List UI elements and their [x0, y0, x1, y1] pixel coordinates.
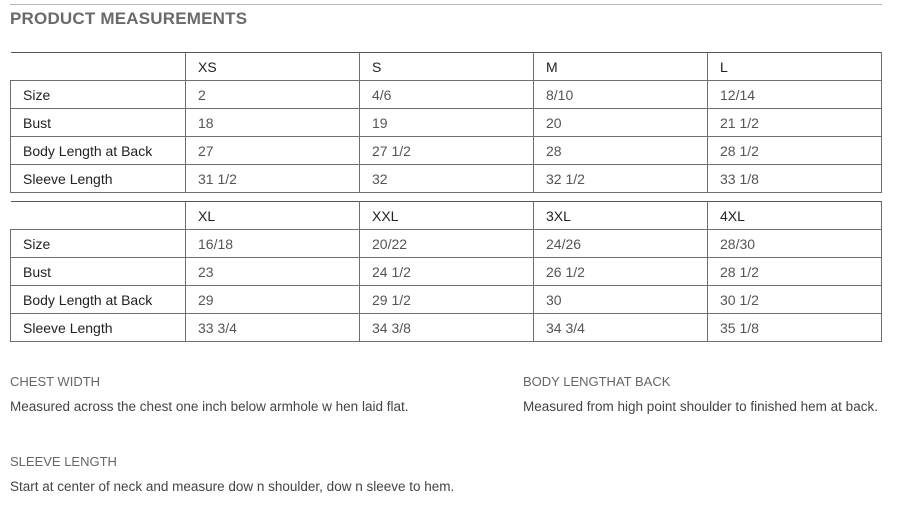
- table-row: [11, 286, 882, 314]
- table-cell: 20/22: [360, 230, 534, 258]
- size-header: XS: [186, 53, 360, 81]
- table-cell: 8/10: [534, 81, 708, 109]
- table-cell: 33 1/8: [708, 165, 882, 193]
- table-cell: 24/26: [534, 230, 708, 258]
- table-row: [11, 81, 882, 109]
- row-label: Body Length at Back: [11, 137, 186, 165]
- table-cell: 28 1/2: [708, 258, 882, 286]
- chest-width-heading: CHEST WIDTH: [10, 374, 101, 389]
- table-row: [11, 137, 882, 165]
- table-cell: 32: [360, 165, 534, 193]
- table-cell: 16/18: [186, 230, 360, 258]
- table-cell: 32 1/2: [534, 165, 708, 193]
- table-cell: 2: [186, 81, 360, 109]
- table-row: [11, 230, 882, 258]
- size-table-1: [10, 52, 882, 193]
- table-cell: 19: [360, 109, 534, 137]
- row-label: Sleeve Length: [11, 165, 186, 193]
- table-cell: 18: [186, 109, 360, 137]
- row-label: Size: [11, 230, 186, 258]
- size-header-row: [11, 202, 882, 230]
- table-cell: 26 1/2: [534, 258, 708, 286]
- row-label: Size: [11, 81, 186, 109]
- table-cell: 27: [186, 137, 360, 165]
- table-row: [11, 258, 882, 286]
- size-header: S: [360, 53, 534, 81]
- table-cell: 29 1/2: [360, 286, 534, 314]
- size-table-2: [10, 201, 882, 342]
- table-cell: 30 1/2: [708, 286, 882, 314]
- size-header: XXL: [360, 202, 534, 230]
- row-label: Bust: [11, 258, 186, 286]
- table-row: [11, 314, 882, 342]
- table-cell: 31 1/2: [186, 165, 360, 193]
- row-label: Sleeve Length: [11, 314, 186, 342]
- chest-width-text: Measured across the chest one inch below armhole w hen laid flat.: [10, 399, 409, 414]
- row-label: Body Length at Back: [11, 286, 186, 314]
- table-cell: 4/6: [360, 81, 534, 109]
- table-cell: 28: [534, 137, 708, 165]
- size-header: M: [534, 53, 708, 81]
- size-header: 4XL: [708, 202, 882, 230]
- table-cell: 34 3/4: [534, 314, 708, 342]
- corner-blank: [11, 53, 186, 81]
- sleeve-length-text: Start at center of neck and measure dow n shoulder, dow n sleeve to hem.: [10, 479, 455, 494]
- table-cell: 28/30: [708, 230, 882, 258]
- table-cell: 27 1/2: [360, 137, 534, 165]
- table-cell: 23: [186, 258, 360, 286]
- table-cell: 34 3/8: [360, 314, 534, 342]
- page-title: PRODUCT MEASUREMENTS: [10, 9, 248, 28]
- top-divider: [10, 4, 882, 5]
- size-header: XL: [186, 202, 360, 230]
- table-cell: 30: [534, 286, 708, 314]
- body-length-text: Measured from high point shoulder to finished hem at back.: [523, 399, 878, 414]
- table-row: [11, 109, 882, 137]
- corner-blank: [11, 202, 186, 230]
- table-cell: 24 1/2: [360, 258, 534, 286]
- size-header: 3XL: [534, 202, 708, 230]
- table-cell: 29: [186, 286, 360, 314]
- size-header-row: [11, 53, 882, 81]
- table-row: [11, 165, 882, 193]
- table-cell: 21 1/2: [708, 109, 882, 137]
- table-cell: 12/14: [708, 81, 882, 109]
- sleeve-length-heading: SLEEVE LENGTH: [10, 454, 117, 469]
- body-length-heading: BODY LENGTHAT BACK: [523, 374, 671, 389]
- size-header: L: [708, 53, 882, 81]
- row-label: Bust: [11, 109, 186, 137]
- table-cell: 35 1/8: [708, 314, 882, 342]
- table-cell: 20: [534, 109, 708, 137]
- table-cell: 28 1/2: [708, 137, 882, 165]
- table-cell: 33 3/4: [186, 314, 360, 342]
